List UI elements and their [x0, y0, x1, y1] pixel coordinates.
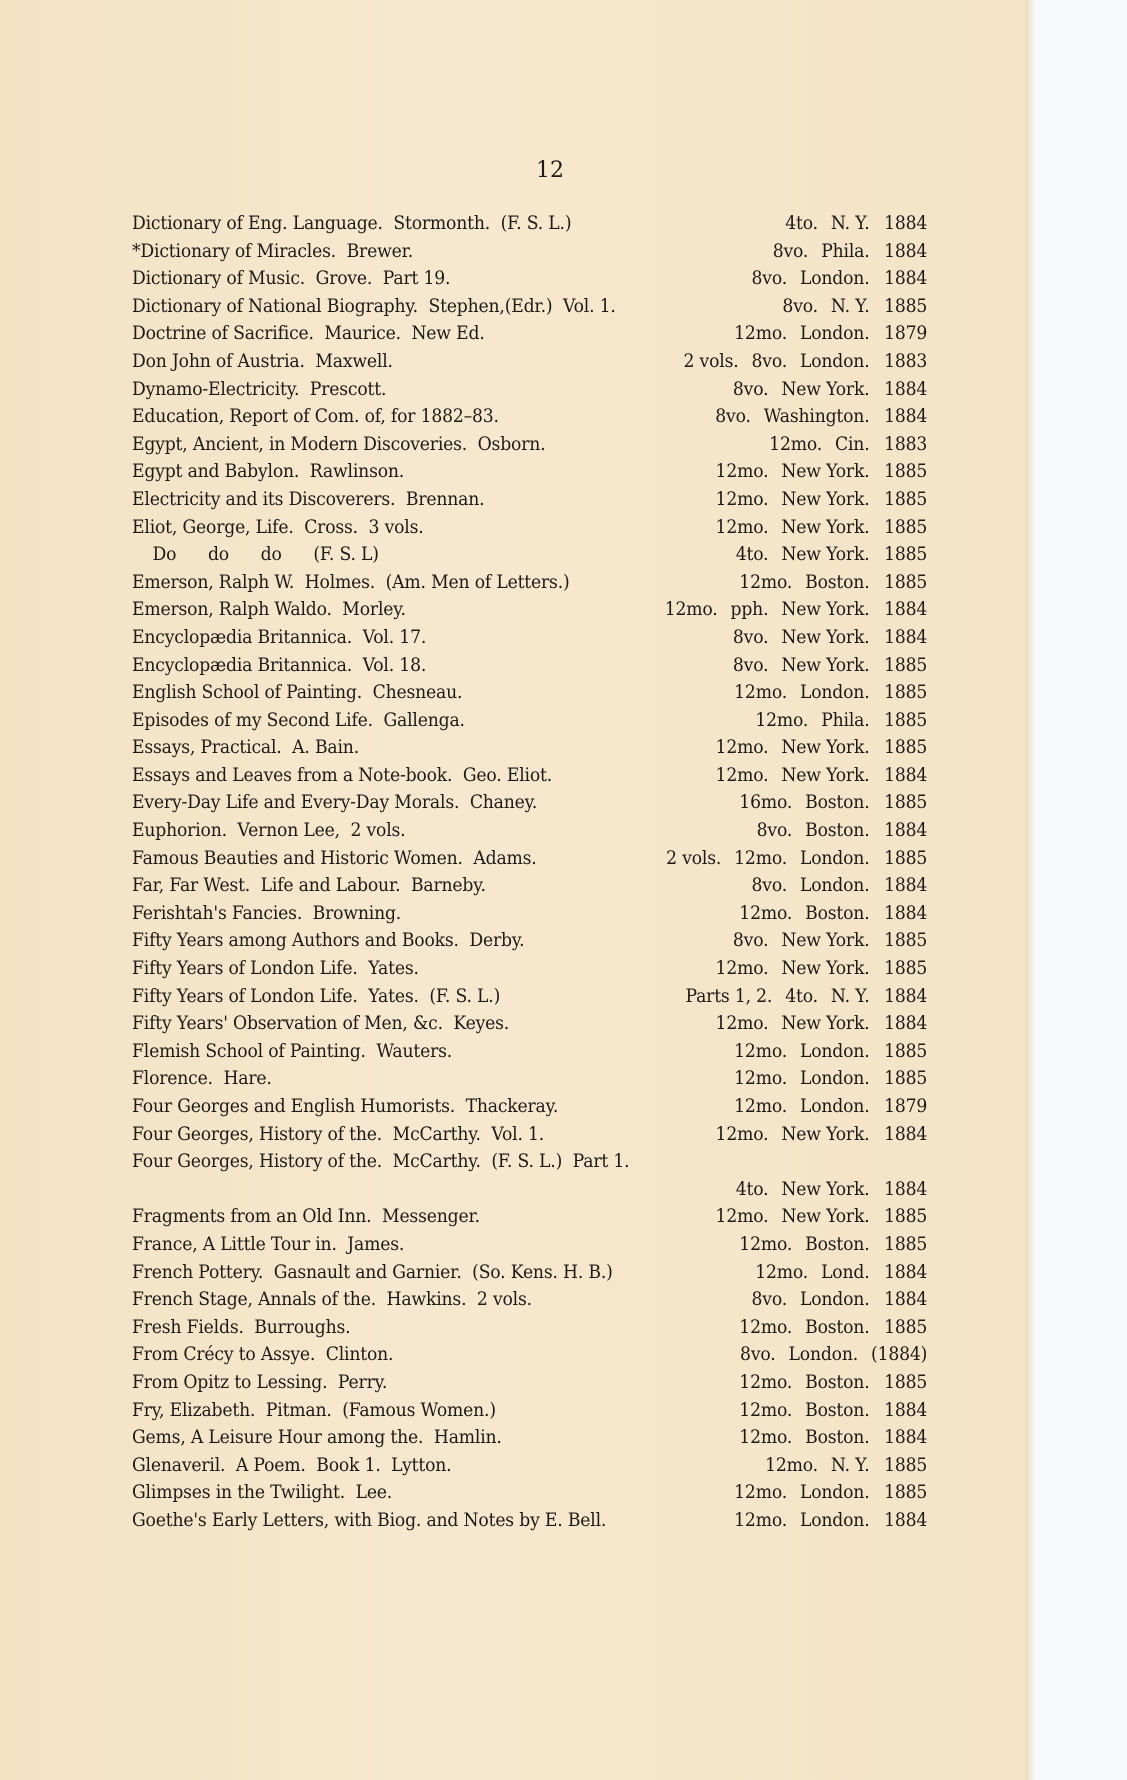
entry-title: Fresh Fields. Burroughs. — [132, 1316, 351, 1338]
entry-title: Goethe's Early Letters, with Biog. and Notes by E. Bell. — [132, 1509, 607, 1531]
catalogue-entry — [132, 900, 927, 928]
entry-place: London. — [800, 847, 870, 869]
entry-year: 1885 — [884, 930, 928, 952]
entry-year: 1885 — [884, 1040, 928, 1062]
entry-place: New York. — [781, 516, 870, 538]
entry-format: 12mo. — [734, 1482, 787, 1504]
entry-place: New York. — [781, 378, 870, 400]
entry-year: 1884 — [884, 240, 928, 262]
entry-format: 8vo. — [740, 1344, 776, 1366]
catalogue-entry — [132, 210, 927, 238]
entry-year: 1884 — [884, 1123, 928, 1145]
catalogue-entry — [132, 624, 927, 652]
entry-year: 1879 — [884, 1096, 928, 1117]
entry-publication-info — [721, 679, 927, 707]
entry-publication-info — [726, 1424, 927, 1452]
entry-title: Fifty Years of London Life. Yates. — [132, 958, 419, 980]
catalogue-entry — [132, 872, 927, 900]
entry-publication-info — [739, 872, 928, 900]
entry-format: 12mo. — [715, 1013, 769, 1035]
entry-format: 12mo. — [734, 1509, 787, 1531]
catalogue-entry — [132, 458, 927, 486]
entry-title: Four Georges, History of the. McCarthy. Vol. 1. — [132, 1123, 545, 1145]
entry-format: 8vo. — [751, 268, 787, 290]
entry-year: 1879 — [884, 323, 928, 345]
entry-format: 12mo. — [715, 1123, 769, 1145]
entry-extra: 12mo. — [664, 599, 718, 621]
catalogue-entry — [132, 955, 927, 983]
entry-year: 1885 — [884, 295, 928, 317]
entry-format: 8vo. — [751, 1289, 787, 1311]
entry-format: 8vo. — [732, 654, 769, 676]
entry-year: 1884 — [884, 820, 928, 842]
entry-place: New York. — [781, 1013, 870, 1035]
entry-publication-info — [703, 486, 928, 514]
entry-place: London. — [800, 1509, 870, 1531]
entry-publication-info — [721, 1479, 927, 1507]
entry-format: 4to. — [785, 213, 818, 234]
entry-year: 1885 — [884, 1068, 928, 1090]
entry-title: Encyclopædia Britannica. Vol. 18. — [132, 654, 427, 676]
entry-year: 1884 — [884, 1013, 928, 1035]
entry-publication-info — [703, 955, 928, 983]
entry-title: Egypt and Babylon. Rawlinson. — [132, 461, 405, 483]
entry-publication-info — [742, 1259, 927, 1287]
entry-title: French Stage, Annals of the. Hawkins. 2 vols. — [132, 1289, 532, 1311]
entry-year: 1885 — [884, 958, 928, 980]
entry-publication-info — [726, 1369, 927, 1397]
entry-title: Every-Day Life and Every-Day Morals. Chaney. — [132, 792, 538, 814]
entry-title: Dynamo-Electricity. Prescott. — [132, 378, 387, 400]
entry-place: N. Y. — [830, 985, 870, 1007]
catalogue-entry — [132, 1452, 927, 1480]
entry-year: 1884 — [884, 1399, 928, 1421]
catalogue-entry — [132, 1479, 927, 1507]
entry-year: 1885 — [884, 461, 928, 483]
catalogue-entry — [132, 293, 927, 321]
entry-publication-info — [670, 348, 927, 376]
catalogue-entry — [132, 1010, 927, 1038]
entry-publication-info — [703, 1203, 928, 1231]
entry-title: Four Georges and English Humorists. Thackeray. — [132, 1096, 559, 1117]
entry-title: Euphorion. Vernon Lee, 2 vols. — [132, 820, 406, 842]
entry-title: Electricity and its Discoverers. Brennan. — [132, 488, 485, 510]
catalogue-entry — [132, 1341, 927, 1369]
entry-publication-info — [721, 320, 927, 348]
entry-place: Boston. — [805, 1427, 870, 1449]
catalogue-entry — [132, 1065, 927, 1093]
entry-format: 12mo. — [715, 516, 769, 538]
entry-publication-info — [726, 900, 927, 928]
entry-format: 8vo. — [751, 350, 787, 372]
entry-publication-info — [721, 1093, 927, 1121]
entry-title: English School of Painting. Chesneau. — [132, 682, 463, 704]
entry-extra: Parts 1, 2. — [685, 985, 773, 1007]
entry-publication-info — [752, 1452, 927, 1480]
entry-place: New York. — [781, 764, 870, 786]
catalogue-entry — [132, 265, 927, 293]
entry-place: New York. — [781, 1123, 870, 1145]
entry-year: 1884 — [884, 213, 928, 234]
catalogue-entry — [132, 1203, 927, 1231]
entry-place: London. — [800, 682, 870, 704]
entry-format: 12mo. — [715, 488, 769, 510]
catalogue-entry — [132, 569, 927, 597]
entry-format: 12mo. — [739, 1427, 793, 1449]
entry-place: New York. — [781, 626, 870, 648]
entry-format: 12mo. — [734, 847, 787, 869]
entry-format: 8vo. — [715, 406, 751, 428]
entry-publication-info — [739, 265, 928, 293]
entry-format: 12mo. — [734, 323, 787, 345]
entry-format: 8vo. — [732, 626, 769, 648]
catalogue-entry — [132, 1259, 927, 1287]
entry-publication-info — [726, 569, 927, 597]
entry-format: 16mo. — [739, 792, 793, 814]
catalogue-entry — [132, 1397, 927, 1425]
entry-place: Boston. — [805, 571, 870, 593]
entry-format: 12mo. — [715, 958, 769, 980]
entry-publication-info — [703, 734, 928, 762]
entry-year: 1884 — [884, 378, 928, 400]
entry-publication-info — [726, 1397, 927, 1425]
entry-place: New York. — [781, 737, 870, 759]
catalogue-entry — [132, 320, 927, 348]
catalogue-entry — [132, 1038, 927, 1066]
catalogue-entry — [132, 679, 927, 707]
catalogue-entry — [132, 1093, 927, 1121]
entry-title: Dictionary of National Biography. Stephen,(Edr.) Vol. 1. — [132, 295, 616, 317]
entry-title: Fifty Years' Observation of Men, &c. Keyes. — [132, 1013, 510, 1035]
entry-format: 8vo. — [751, 875, 787, 897]
entry-place: N. Y. — [830, 213, 870, 234]
page-edge — [1026, 0, 1034, 1780]
entry-publication-info — [723, 541, 927, 569]
catalogue-entry — [132, 1314, 927, 1342]
entry-year: 1883 — [884, 350, 928, 372]
catalogue-entry — [132, 845, 927, 873]
entry-title: French Pottery. Gasnault and Garnier. (So. Kens. H. B.) — [132, 1261, 613, 1283]
entry-publication-info — [739, 1286, 928, 1314]
catalogue-entry — [132, 652, 927, 680]
catalogue-entry — [132, 596, 927, 624]
entry-place: Boston. — [805, 1233, 870, 1255]
entry-place: Boston. — [805, 902, 870, 924]
entry-year: 1885 — [884, 792, 928, 814]
entry-year: 1884 — [884, 268, 928, 290]
entry-format: 12mo. — [739, 1399, 793, 1421]
entry-publication-info — [653, 845, 927, 873]
catalogue-entry — [132, 1424, 927, 1452]
entry-publication-info — [672, 983, 927, 1011]
catalogue-entry — [132, 789, 927, 817]
entry-place: New York. — [781, 461, 870, 483]
entry-format: 12mo. — [755, 709, 809, 731]
entry-place: Cin. — [835, 433, 870, 455]
entry-year: 1885 — [884, 488, 928, 510]
entry-year: 1883 — [884, 433, 928, 455]
entry-place: London. — [800, 268, 870, 290]
catalogue-entry — [132, 734, 927, 762]
entry-year: 1885 — [884, 1371, 928, 1393]
entry-place: London. — [800, 350, 870, 372]
entry-place: London. — [800, 1040, 870, 1062]
catalogue-entry — [132, 486, 927, 514]
entry-publication-info — [720, 376, 927, 404]
entry-title: Essays, Practical. A. Bain. — [132, 737, 359, 759]
entry-place: Phila. — [821, 240, 870, 262]
entry-extra: 2 vols. — [666, 847, 722, 869]
entry-year: 1884 — [884, 626, 928, 648]
entry-title: Do do do (F. S. L) — [152, 544, 379, 566]
entry-place: New York. — [781, 930, 870, 952]
entry-format: 4to. — [785, 985, 818, 1007]
entry-year: 1884 — [884, 902, 928, 924]
entry-title: From Opitz to Lessing. Perry. — [132, 1371, 388, 1393]
entry-publication-info — [720, 624, 927, 652]
entry-format: 12mo. — [734, 682, 787, 704]
entry-title: Eliot, George, Life. Cross. 3 vols. — [132, 516, 424, 538]
catalogue-entry — [132, 1121, 927, 1149]
catalogue-entry — [132, 541, 927, 569]
catalogue-entry — [132, 514, 927, 542]
catalogue-entry — [132, 762, 927, 790]
entry-publication-info — [744, 817, 928, 845]
entry-format: 12mo. — [755, 1261, 809, 1283]
entry-title: Episodes of my Second Life. Gallenga. — [132, 709, 465, 731]
entry-place: Washington. — [763, 406, 870, 428]
entry-place: London. — [800, 1068, 870, 1090]
entry-extra: 2 vols. — [683, 350, 739, 372]
entry-title: Education, Report of Com. of, for 1882–83. — [132, 406, 499, 428]
entry-format: 12mo. — [739, 1233, 793, 1255]
catalogue-entry — [132, 348, 927, 376]
entry-publication-info — [723, 1176, 927, 1204]
entry-year: (1884) — [871, 1344, 928, 1366]
entry-title: Essays and Leaves from a Note-book. Geo. Eliot. — [132, 764, 553, 786]
entry-format: 8vo. — [782, 295, 818, 317]
entry-publication-info — [720, 927, 927, 955]
entry-publication-info — [726, 1314, 927, 1342]
entry-publication-info — [703, 1010, 928, 1038]
entry-place: New York. — [781, 488, 870, 510]
entry-title: Famous Beauties and Historic Women. Adams. — [132, 847, 537, 869]
entry-format: 12mo. — [734, 1040, 787, 1062]
entry-place: London. — [788, 1344, 859, 1366]
entry-year: 1885 — [884, 1454, 928, 1476]
entry-title: Fry, Elizabeth. Pitman. (Famous Women.) — [132, 1399, 496, 1421]
entry-title: Far, Far West. Life and Labour. Barneby. — [132, 875, 486, 897]
entry-place: New York. — [781, 1178, 870, 1200]
entry-format: 8vo. — [732, 930, 769, 952]
entry-format: 12mo. — [739, 1316, 793, 1338]
entry-publication-info — [726, 789, 927, 817]
entry-format: 12mo. — [769, 433, 822, 455]
entry-title: Flemish School of Painting. Wauters. — [132, 1040, 453, 1062]
entry-title: Doctrine of Sacrifice. Maurice. New Ed. — [132, 323, 485, 345]
entry-year: 1884 — [884, 406, 928, 428]
entry-year: 1884 — [884, 599, 928, 621]
entry-format: 12mo. — [734, 1068, 787, 1090]
entry-format: 12mo. — [715, 461, 769, 483]
catalogue-entries — [132, 210, 987, 1535]
entry-title: Emerson, Ralph Waldo. Morley. — [132, 599, 406, 621]
entry-publication-info — [703, 762, 928, 790]
entry-format: 12mo. — [739, 902, 793, 924]
entry-format: 12mo. — [715, 737, 769, 759]
entry-year: 1885 — [884, 709, 928, 731]
entry-title: Glenaveril. A Poem. Book 1. Lytton. — [132, 1454, 452, 1476]
catalogue-entry — [132, 1176, 927, 1204]
entry-format: 4to. — [735, 544, 769, 566]
entry-publication-info — [721, 1065, 927, 1093]
entry-format: 12mo. — [734, 1096, 787, 1117]
entry-year: 1885 — [884, 737, 928, 759]
entry-year: 1885 — [884, 847, 928, 869]
entry-title: Four Georges, History of the. McCarthy. (F. S. L.) Part 1. — [132, 1151, 630, 1173]
entry-place: London. — [800, 1096, 870, 1117]
entry-format: 12mo. — [739, 1371, 793, 1393]
entry-publication-info — [652, 596, 927, 624]
entry-title: Egypt, Ancient, in Modern Discoveries. Osborn. — [132, 433, 546, 455]
catalogue-entry — [132, 927, 927, 955]
entry-place: Boston. — [805, 820, 870, 842]
entry-year: 1884 — [884, 764, 928, 786]
entry-format: 4to. — [735, 1178, 769, 1200]
entry-publication-info — [703, 1121, 928, 1149]
entry-place: London. — [800, 323, 870, 345]
entry-title: Florence. Hare. — [132, 1068, 272, 1090]
entry-publication-info — [727, 1341, 927, 1369]
entry-year: 1885 — [884, 544, 928, 566]
entry-place: Phila. — [821, 709, 870, 731]
entry-year: 1884 — [884, 985, 928, 1007]
entry-year: 1884 — [884, 1289, 928, 1311]
entry-publication-info — [721, 1507, 927, 1535]
entry-format: 8vo. — [732, 378, 769, 400]
catalogue-entry — [132, 1148, 927, 1176]
entry-year: 1885 — [884, 682, 928, 704]
entry-title: Don John of Austria. Maxwell. — [132, 350, 393, 372]
entry-place: Lond. — [821, 1261, 870, 1283]
catalogue-entry — [132, 707, 927, 735]
entry-year: 1884 — [884, 1509, 928, 1531]
entry-year: 1885 — [884, 1206, 928, 1228]
entry-year: 1884 — [884, 1261, 928, 1283]
entry-publication-info — [721, 1038, 927, 1066]
entry-format: 8vo. — [772, 240, 809, 262]
entry-year: 1885 — [884, 1316, 928, 1338]
entry-format: 8vo. — [756, 820, 793, 842]
entry-year: 1885 — [884, 1482, 928, 1504]
catalogue-entry — [132, 817, 927, 845]
entry-place: New York. — [781, 958, 870, 980]
entry-year: 1885 — [884, 516, 928, 538]
entry-year: 1884 — [884, 875, 928, 897]
entry-title: Fragments from an Old Inn. Messenger. — [132, 1206, 480, 1228]
entry-publication-info — [703, 458, 928, 486]
catalogue-entry — [132, 238, 927, 266]
catalogue-entry — [132, 1231, 927, 1259]
entry-place: New York. — [781, 654, 870, 676]
entry-place: Boston. — [805, 1399, 870, 1421]
catalogue-entry — [132, 403, 927, 431]
entry-title: Encyclopædia Britannica. Vol. 17. — [132, 626, 427, 648]
entry-place: N. Y. — [830, 295, 870, 317]
entry-publication-info — [720, 652, 927, 680]
catalogue-entry — [132, 376, 927, 404]
entry-place: New York. — [781, 599, 870, 621]
entry-title: *Dictionary of Miracles. Brewer. — [132, 240, 414, 262]
page-number: 12 — [536, 158, 564, 183]
entry-publication-info — [726, 1231, 927, 1259]
entry-publication-info — [772, 210, 927, 238]
entry-title: Dictionary of Eng. Language. Stormonth. (F. S. L.) — [132, 213, 572, 234]
entry-title: Fifty Years among Authors and Books. Derby. — [132, 930, 525, 952]
entry-place: New York. — [781, 1206, 870, 1228]
entry-year: 1885 — [884, 1233, 928, 1255]
entry-place: London. — [800, 1289, 870, 1311]
catalogue-entry — [132, 1507, 927, 1535]
entry-format: 12mo. — [739, 571, 793, 593]
entry-title: Ferishtah's Fancies. Browning. — [132, 902, 402, 924]
entry-year: 1884 — [884, 1427, 928, 1449]
entry-format: pph. — [730, 599, 769, 621]
entry-place: Boston. — [805, 792, 870, 814]
entry-publication-info — [760, 238, 927, 266]
entry-place: London. — [800, 875, 870, 897]
entry-title: From Crécy to Assye. Clinton. — [132, 1344, 394, 1366]
entry-publication-info — [742, 707, 927, 735]
catalogue-entry — [132, 1369, 927, 1397]
entry-title: Fifty Years of London Life. Yates. (F. S. L.) — [132, 985, 501, 1007]
entry-title: France, A Little Tour in. James. — [132, 1233, 405, 1255]
entry-year: 1885 — [884, 571, 928, 593]
entry-format: 12mo. — [765, 1454, 818, 1476]
entry-place: Boston. — [805, 1371, 870, 1393]
entry-place: New York. — [781, 544, 870, 566]
entry-place: N. Y. — [830, 1454, 870, 1476]
catalogue-entry — [132, 1286, 927, 1314]
entry-year: 1885 — [884, 654, 928, 676]
catalogue-entry — [132, 983, 927, 1011]
entry-title: Glimpses in the Twilight. Lee. — [132, 1482, 393, 1504]
entry-title: Emerson, Ralph W. Holmes. (Am. Men of Letters.) — [132, 571, 570, 593]
catalogue-entry — [132, 431, 927, 459]
entry-format: 12mo. — [715, 764, 769, 786]
entry-publication-info — [756, 431, 927, 459]
entry-publication-info — [769, 293, 927, 321]
entry-place: London. — [800, 1482, 870, 1504]
entry-publication-info — [703, 514, 928, 542]
entry-year: 1884 — [884, 1178, 928, 1200]
entry-publication-info — [702, 403, 927, 431]
entry-place: Boston. — [805, 1316, 870, 1338]
entry-title: Dictionary of Music. Grove. Part 19. — [132, 268, 451, 290]
entry-format: 12mo. — [715, 1206, 769, 1228]
entry-title: Gems, A Leisure Hour among the. Hamlin. — [132, 1427, 502, 1449]
